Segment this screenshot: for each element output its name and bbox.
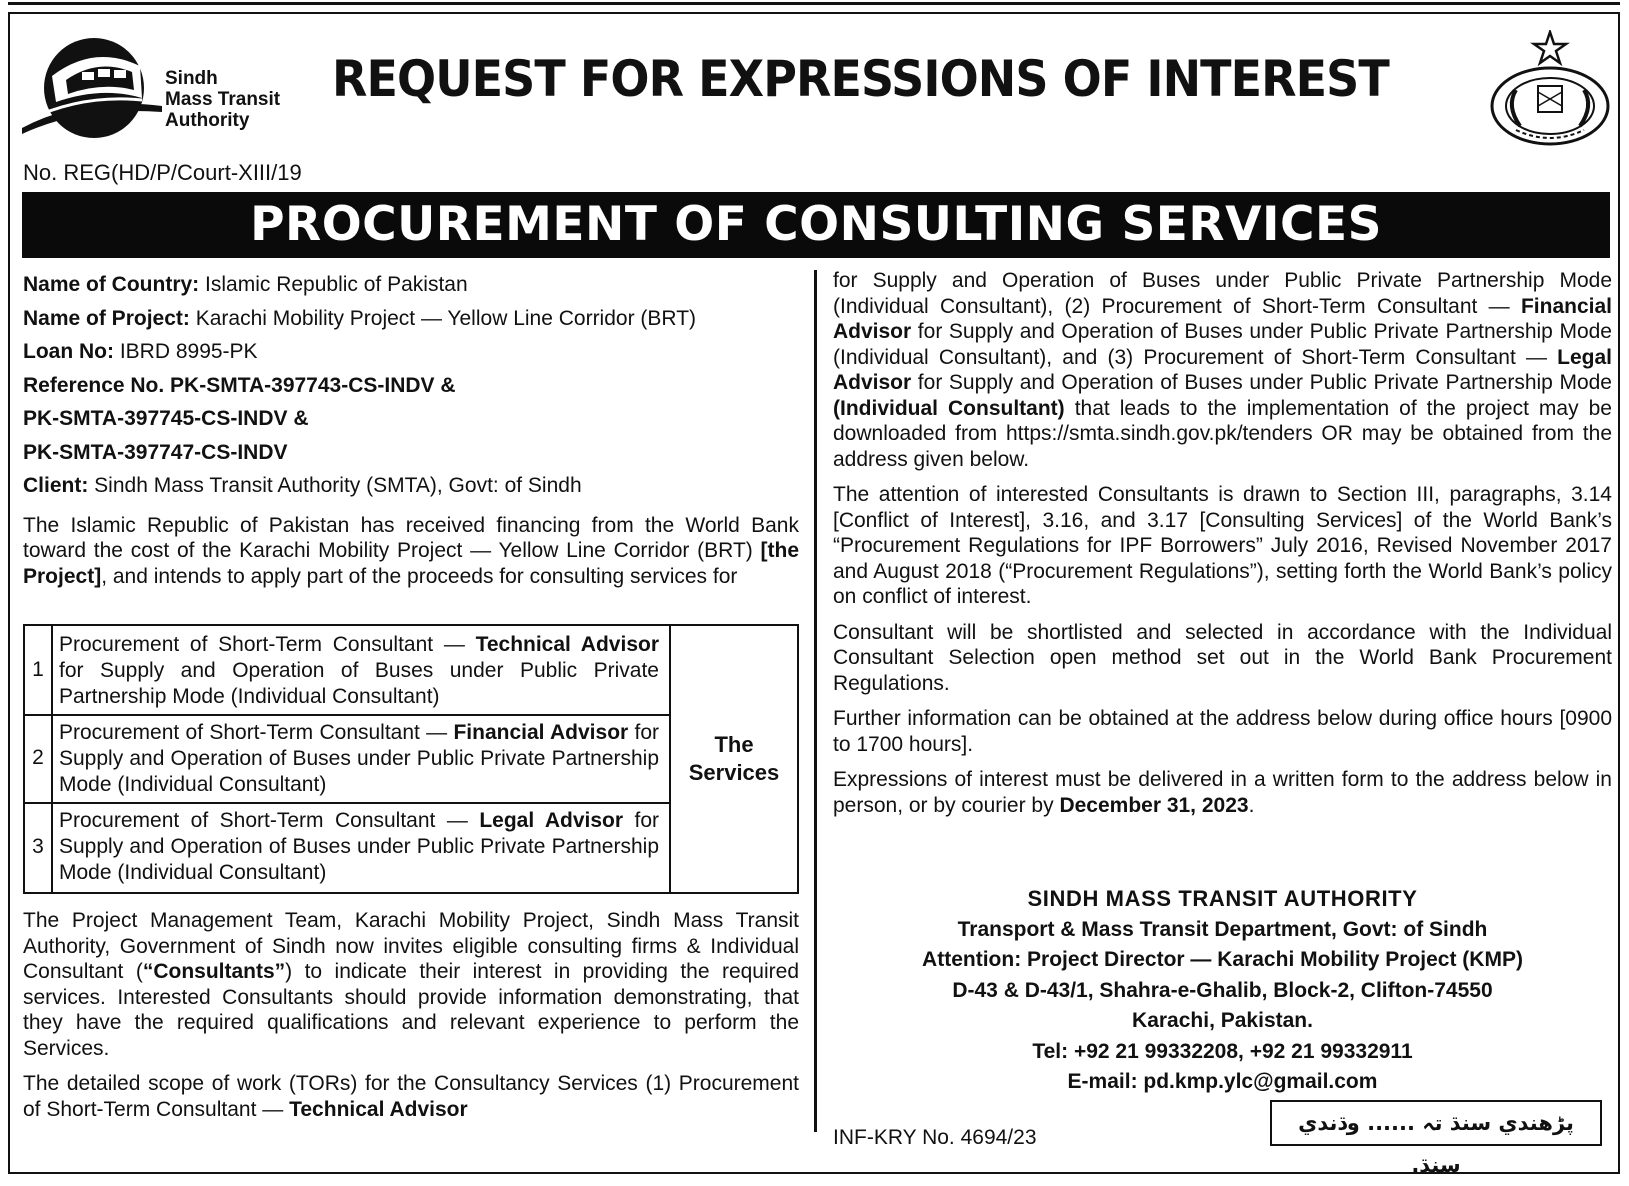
email-line: E-mail: pd.kmp.ylc@gmail.com <box>1067 1070 1378 1093</box>
reference-line-1: Reference No. PK-SMTA-397743-CS-INDV & <box>23 373 456 397</box>
client-value: Sindh Mass Transit Authority (SMTA), Govt: of Sindh <box>94 474 582 497</box>
sindhi-slogan-box: پڑھندي سنڌ تہ ...... وڌندي سنڌ. <box>1270 1100 1602 1146</box>
loan-label: Loan No: <box>23 340 114 363</box>
attention-line: Attention: Project Director — Karachi Mobility Project (KMP) <box>922 948 1523 971</box>
services-table <box>23 624 799 894</box>
services-label: The Services <box>669 626 797 892</box>
row-number: 2 <box>25 714 53 802</box>
telephone-line: Tel: +92 21 99332208, +92 21 99332911 <box>1032 1039 1413 1063</box>
country-line <box>23 268 799 302</box>
organization-name: SINDH MASS TRANSIT AUTHORITY <box>1027 886 1418 911</box>
table-row <box>25 802 669 892</box>
smta-logo <box>22 36 312 146</box>
department-line: Transport & Mass Transit Department, Govt: of Sindh <box>957 917 1488 941</box>
country-value: Islamic Republic of Pakistan <box>205 273 468 296</box>
reference-line-3: PK-SMTA-397747-CS-INDV <box>23 440 288 464</box>
project-label: Name of Project: <box>23 306 190 330</box>
service-description: Procurement of Short-Term Consultant — Financial Advisor for Supply and Operation of Buses under Public Private Partnership Mode (Individual Consultant) <box>59 721 660 796</box>
procurement-banner: PROCUREMENT OF CONSULTING SERVICES <box>22 192 1610 258</box>
sindh-government-emblem-icon <box>1486 30 1614 148</box>
contact-address-block <box>833 884 1612 1098</box>
conflict-of-interest-paragraph: The attention of interested Consultants is drawn to Section III, paragraphs, 3.14 [Conflict of Interest], 3.16, and 3.17 [Consulting Services] of the World Bank’s “Procurement Regulations for IPF Borrowers” July 2016, Revised November 2017 and August 2018 (“Procurement Regulations”), setting forth the World Bank’s policy on conflict of interest. <box>833 483 1612 608</box>
project-value: Karachi Mobility Project — Yellow Line Corridor (BRT) <box>195 306 697 330</box>
city-line: Karachi, Pakistan. <box>1132 1009 1313 1032</box>
logo-wordmark: Sindh Mass Transit Authority <box>165 68 281 131</box>
invitation-paragraph: The Project Management Team, Karachi Mobility Project, Sindh Mass Transit Authority, Government of Sindh now invites eligible consulting firms & Individual Consultant (“Consultants”) to indicate their interest in providing the required services. Interested Consultants should provide information demonstrating, that they have the required qualifications and relevant experience to perform the Services. <box>23 909 799 1060</box>
row-number: 3 <box>25 802 53 892</box>
inf-number: INF-KRY No. 4694/23 <box>833 1126 1037 1149</box>
right-column <box>833 268 1612 818</box>
reference-line-2: PK-SMTA-397745-CS-INDV & <box>23 407 309 430</box>
loan-line <box>23 335 799 369</box>
service-description: Procurement of Short-Term Consultant — Legal Advisor for Supply and Operation of Buses under Public Private Partnership Mode (Individual Consultant) <box>59 809 660 884</box>
row-number: 1 <box>25 626 53 714</box>
scope-paragraph-continued: for Supply and Operation of Buses under Public Private Partnership Mode (Individual Consultant), (2) Procurement of Short-Term Consultant — Financial Advisor for Supply and Operation of Buses under Public Private Partnership Mode (Individual Consultant), and (3) Procurement of Short-Term Consultant — Legal Advisor for Supply and Operation of Buses under Public Private Partnership Mode (Individual Consultant) that leads to the implementation of the project may be downloaded from https://smta.sindh.gov.pk/tenders OR may be obtained from the address given below. <box>833 269 1612 471</box>
left-column-lower <box>23 908 799 1122</box>
client-label: Client: <box>23 474 89 497</box>
page-title: REQUEST FOR EXPRESSIONS OF INTEREST <box>332 50 1389 108</box>
bus-logo-icon <box>22 36 172 146</box>
selection-paragraph: Consultant will be shortlisted and selected in accordance with the Individual Consultant Selection open method set out in the World Bank Procurement Regulations. <box>833 620 1612 695</box>
scope-paragraph-start: The detailed scope of work (TORs) for the Consultancy Services (1) Procurement of Short-Term Consultant — Technical Advisor <box>23 1072 799 1121</box>
left-column <box>23 268 799 589</box>
loan-value: IBRD 8995-PK <box>119 340 258 363</box>
top-rule <box>8 2 1620 5</box>
column-divider <box>814 270 817 1132</box>
reference-number: No. REG(HD/P/Court-XIII/19 <box>23 160 302 185</box>
further-info-paragraph: Further information can be obtained at the address below during office hours [0900 to 1700 hours]. <box>833 707 1612 756</box>
delivery-paragraph: Expressions of interest must be delivered in a written form to the address below in person, or by courier by December 31, 2023. <box>833 768 1612 817</box>
street-address: D-43 & D-43/1, Shahra-e-Ghalib, Block-2, Clifton-74550 <box>952 978 1493 1002</box>
client-line <box>23 469 799 503</box>
service-description: Procurement of Short-Term Consultant — Technical Advisor for Supply and Operation of Buses under Public Private Partnership Mode (Individual Consultant) <box>59 633 659 708</box>
country-label: Name of Country: <box>23 273 200 296</box>
intro-paragraph: The Islamic Republic of Pakistan has received financing from the World Bank toward the cost of the Karachi Mobility Project — Yellow Line Corridor (BRT) [the Project], and intends to apply part of the proceeds for consulting services for <box>23 513 799 588</box>
table-row <box>25 714 669 804</box>
table-row <box>25 626 669 716</box>
project-line <box>23 302 799 336</box>
